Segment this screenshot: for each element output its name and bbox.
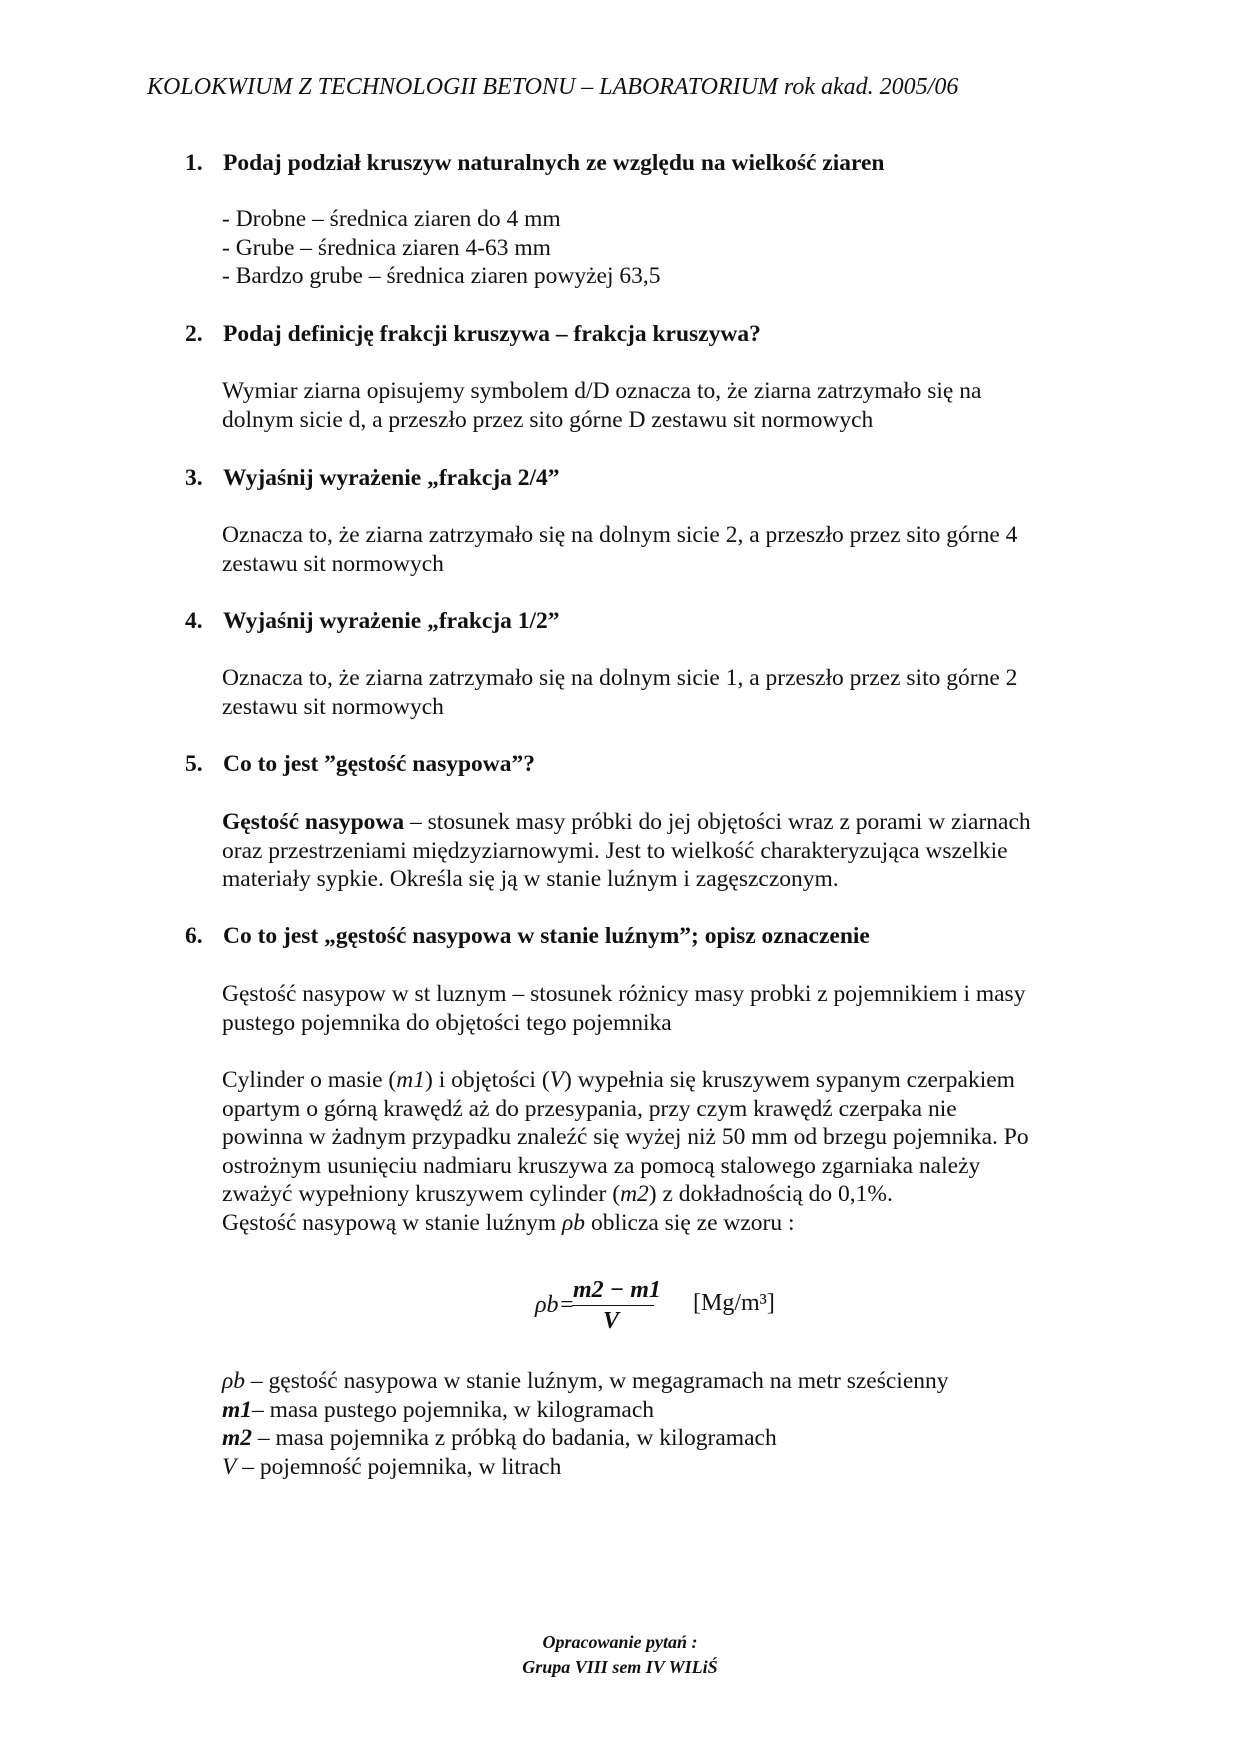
fraction-bar <box>572 1305 654 1306</box>
definition <box>222 1367 949 1396</box>
answer-line <box>222 1209 1029 1238</box>
text: ) z dokładnością do 0,1%. <box>648 1181 893 1208</box>
text: ) wypełnia się kruszywem sypanym czerpakiem <box>564 1067 1015 1093</box>
definition-text: – masa pustego pojemnika, w kilogramach <box>252 1396 655 1423</box>
question-2 <box>185 321 761 348</box>
definition <box>222 1396 949 1425</box>
defined-term: Gęstość nasypowa <box>222 809 405 835</box>
footer <box>0 1630 1240 1680</box>
answer-text: – stosunek masy próbki do jej objętości wraz z porami w ziarnach <box>404 809 1031 835</box>
answer-line: Gęstość nasypow w st luznym – stosunek różnicy masy probki z pojemnikiem i masy <box>222 981 1026 1007</box>
formula-numerator: m2 − m1 <box>573 1277 661 1303</box>
answer-line: dolnym sicie d, a przeszło przez sito górne D zestawu sit normowych <box>222 406 874 433</box>
question-3 <box>185 465 560 492</box>
text: Gęstość nasypową w stanie luźnym <box>222 1209 563 1236</box>
answer-line: - Bardzo grube – średnica ziaren powyżej 63,5 <box>222 263 661 290</box>
question-4 <box>185 608 560 635</box>
symbol: ρb <box>222 1368 246 1394</box>
symbol: m2 <box>222 1425 253 1452</box>
answer-line: pustego pojemnika do objętości tego pojemnika <box>222 1009 672 1036</box>
formula-lhs: ρb= <box>535 1292 575 1318</box>
symbol-definitions <box>222 1367 949 1481</box>
answer-line: oraz przestrzeniami międzyziarnowymi. Jest to wielkość charakteryzująca wszelkie <box>222 837 1008 864</box>
question-title: Podaj podział kruszyw naturalnych ze względu na wielkość ziaren <box>223 150 885 176</box>
answer-line: Wymiar ziarna opisujemy symbolem d/D oznacza to, że ziarna zatrzymało się na <box>222 378 982 404</box>
symbol: V <box>222 1453 237 1480</box>
text: ) i objętości ( <box>425 1067 550 1093</box>
question-title: Podaj definicję frakcji kruszywa – frakcja kruszywa? <box>223 321 761 347</box>
symbol-rho: ρb <box>562 1209 586 1236</box>
answer-line: - Drobne – średnica ziaren do 4 mm <box>222 206 561 232</box>
definition-text: – masa pojemnika z próbką do badania, w kilogramach <box>252 1425 777 1452</box>
question-6 <box>185 923 870 950</box>
answer-line: - Grube – średnica ziaren 4-63 mm <box>222 234 551 261</box>
question-number: 3. <box>185 465 203 491</box>
question-title: Co to jest „gęstość nasypowa w stanie luźnym”; opisz oznaczenie <box>223 923 870 949</box>
definition <box>222 1453 949 1482</box>
procedure-paragraph <box>222 1066 1029 1238</box>
question-5 <box>185 751 535 778</box>
answer-5 <box>222 808 1031 894</box>
answer-line: zestawu sit normowych <box>222 550 444 577</box>
question-number: 4. <box>185 608 203 634</box>
text: zważyć wypełniony kruszywem cylinder ( <box>222 1181 621 1208</box>
symbol-v: V <box>549 1067 565 1093</box>
definition-text: – pojemność pojemnika, w litrach <box>236 1453 562 1480</box>
document-header: KOLOKWIUM Z TECHNOLOGII BETONU – LABORATORIUM rok akad. 2005/06 <box>147 74 959 100</box>
answer-line: zestawu sit normowych <box>222 693 444 720</box>
answer-4 <box>222 664 1017 721</box>
answer-line: powinna w żadnym przypadku znaleźć się wyżej niż 50 mm od brzegu pojemnika. Po <box>222 1124 1029 1151</box>
symbol-m2: m2 <box>620 1181 649 1208</box>
answer-3 <box>222 521 1017 578</box>
question-1 <box>185 150 885 177</box>
answer-line: opartym o górną krawędź aż do przesypania, przy czym krawędź czerpaka nie <box>222 1095 957 1122</box>
question-title: Wyjaśnij wyrażenie „frakcja 2/4” <box>223 465 560 491</box>
answer-line <box>222 1180 1029 1209</box>
question-number: 2. <box>185 321 203 347</box>
answer-line <box>222 808 1031 837</box>
symbol: m1 <box>222 1396 253 1423</box>
formula-unit: [Mg/m³] <box>693 1290 775 1316</box>
answer-line <box>222 1066 1029 1095</box>
question-number: 6. <box>185 923 203 949</box>
answer-line: Oznacza to, że ziarna zatrzymało się na dolnym sicie 2, a przeszło przez sito górne 4 <box>222 522 1018 548</box>
question-title: Wyjaśnij wyrażenie „frakcja 1/2” <box>223 608 560 634</box>
question-title: Co to jest ”gęstość nasypowa”? <box>223 751 536 777</box>
formula-denominator: V <box>603 1308 620 1334</box>
text: oblicza się ze wzoru : <box>585 1209 795 1236</box>
definition-text: – gęstość nasypowa w stanie luźnym, w megagramach na metr sześcienny <box>245 1368 949 1394</box>
symbol-m1: m1 <box>396 1067 425 1093</box>
footer-line: Opracowanie pytań : <box>542 1632 698 1652</box>
text: Cylinder o masie ( <box>222 1067 397 1093</box>
answer-line: Oznacza to, że ziarna zatrzymało się na dolnym sicie 1, a przeszło przez sito górne 2 <box>222 665 1018 691</box>
answer-line: ostrożnym usunięciu nadmiaru kruszywa za pomocą stalowego zgarniaka należy <box>222 1152 981 1179</box>
definition <box>222 1424 949 1453</box>
formula <box>535 1277 795 1350</box>
answer-6 <box>222 980 1025 1037</box>
question-number: 1. <box>185 150 203 176</box>
footer-line: Grupa VIII sem IV WILiŚ <box>522 1657 718 1677</box>
answer-1 <box>222 205 661 291</box>
answer-line: materiały sypkie. Określa się ją w stanie luźnym i zagęszczonym. <box>222 866 839 893</box>
question-number: 5. <box>185 751 203 777</box>
answer-2 <box>222 377 981 434</box>
